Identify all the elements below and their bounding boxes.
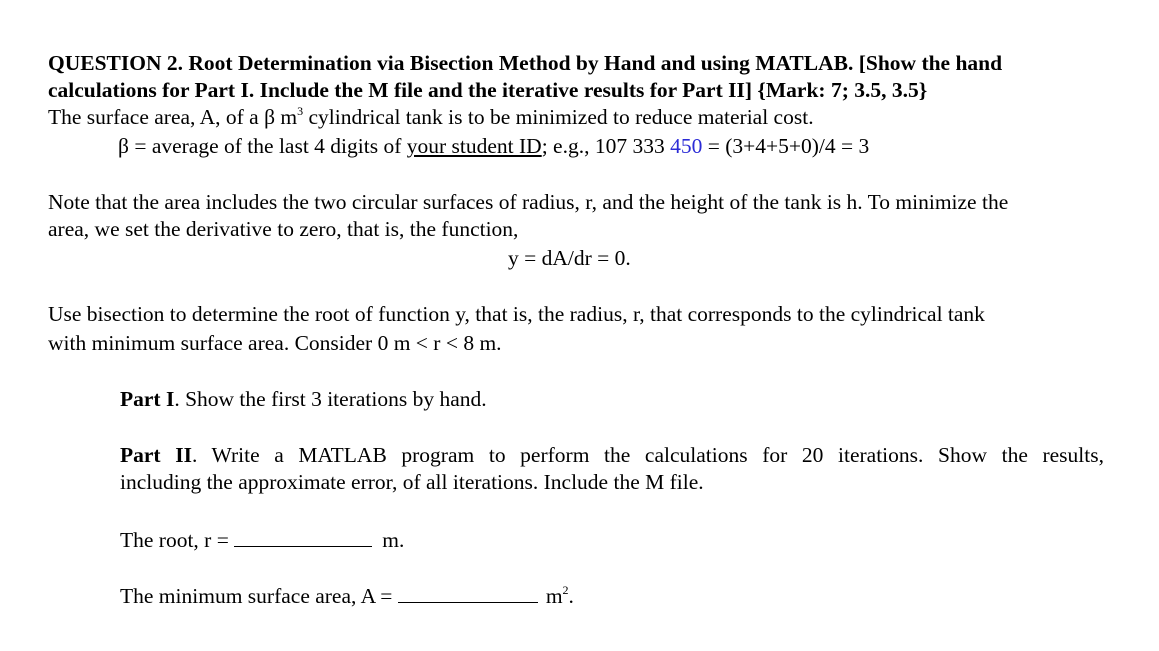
surface-area-sentence [48,104,814,130]
bisection-line-2: with minimum surface area. Consider 0 m < r < 8 m. [48,331,502,355]
area-answer-blank[interactable] [398,584,538,603]
student-id-underlined: your student ID [406,134,542,158]
part-2-label: Part II [120,443,192,467]
note-line-2: area, we set the derivative to zero, that is, the function, [48,217,519,241]
part-2-instruction-line-2: including the approximate error, of all iterations. Include the M file. [120,470,704,494]
beta-definition [118,133,869,159]
surface-area-suffix: cylindrical tank is to be minimized to reduce material cost. [303,105,814,129]
part-2-instruction-line-1 [120,442,1104,468]
area-unit-period: . [568,584,574,608]
beta-example-highlight: 450 [670,134,703,158]
root-answer-line [120,527,404,553]
beta-example-mid: ; e.g., 107 333 [541,134,671,158]
root-answer-blank[interactable] [234,528,372,547]
question-title-line-2: calculations for Part I. Include the M file and the iterative results for Part II] {Mark: 7; 3.5, 3.5} [48,78,928,102]
note-line-1: Note that the area includes the two circular surfaces of radius, r, and the height of the tank is h. To minimize the [48,190,1009,214]
area-label: The minimum surface area, A = [120,584,398,608]
part-1-label: Part I [120,387,175,411]
part-2-text-1: . Write a MATLAB program to perform the calculations for 20 iterations. Show the results, [191,443,1104,467]
surface-area-prefix: The surface area, A, of a β m [48,105,298,129]
question-title-line-1: QUESTION 2. Root Determination via Bisection Method by Hand and using MATLAB. [Show the hand [48,51,1003,75]
bisection-line-1: Use bisection to determine the root of function y, that is, the radius, r, that corresponds to the cylindrical tank [48,302,985,326]
beta-prefix: β = average of the last 4 digits of [118,134,407,158]
surface-area-exponent: 3 [297,104,304,118]
root-label: The root, r = [120,528,235,552]
area-unit: m [545,584,563,608]
derivative-equation: y = dA/dr = 0. [508,246,631,270]
root-unit: m. [382,528,405,552]
part-1-text: . Show the first 3 iterations by hand. [174,387,487,411]
area-answer-line [120,583,574,609]
area-unit-exponent: 2 [562,583,569,597]
part-1-instruction [120,386,487,412]
beta-example-suffix: = (3+4+5+0)/4 = 3 [702,134,870,158]
